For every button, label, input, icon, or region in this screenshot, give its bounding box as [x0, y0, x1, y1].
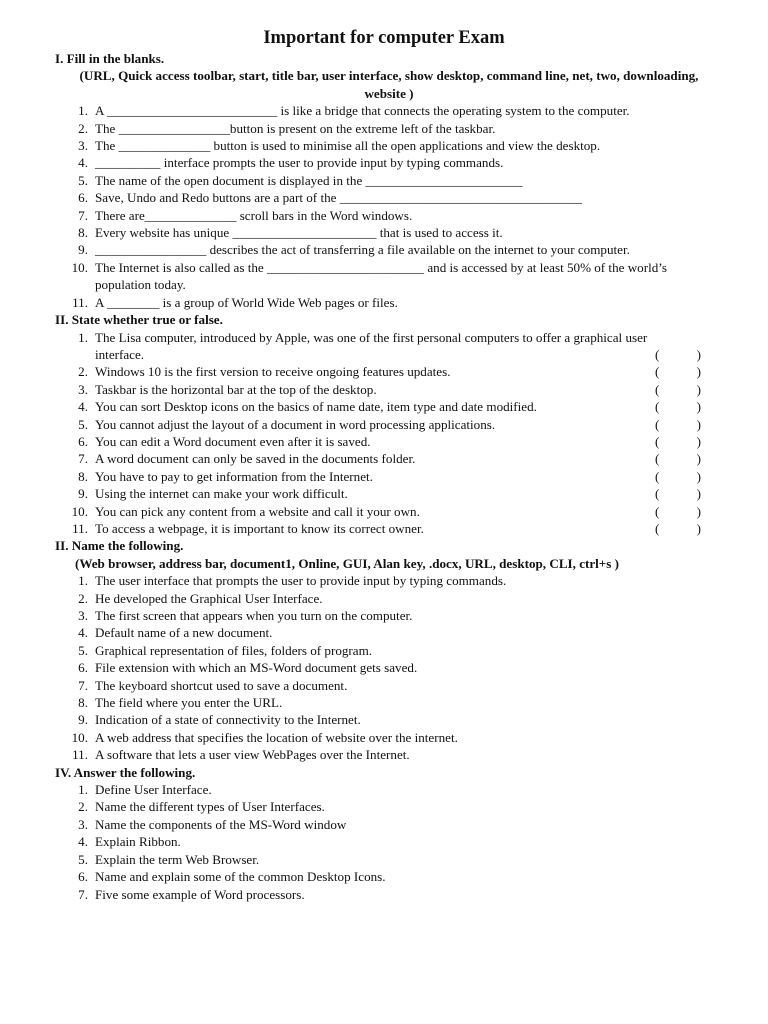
item-text: A web address that specifies the location of website over the internet.: [95, 729, 458, 745]
list-item: [55, 816, 715, 833]
list-item: [55, 329, 715, 364]
item-text: You can sort Desktop icons on the basics of name date, item type and date modified.: [95, 399, 537, 415]
question-list: [55, 329, 715, 538]
item-text: Define User Interface.: [95, 782, 212, 798]
list-item: [55, 590, 715, 607]
item-number: 3.: [78, 816, 88, 832]
list-item: [55, 746, 715, 763]
list-item: [55, 781, 715, 798]
item-number: 5.: [78, 416, 88, 432]
item-text: The user interface that prompts the user to provide input by typing commands.: [95, 573, 507, 589]
item-text: Default name of a new document.: [95, 625, 273, 641]
item-number: 2.: [78, 799, 88, 815]
list-item: [55, 798, 715, 815]
item-text: Graphical representation of files, folders of program.: [95, 642, 373, 658]
item-number: 6.: [78, 660, 88, 676]
list-item: [55, 137, 715, 154]
list-item: [55, 659, 715, 676]
item-text: Taskbar is the horizontal bar at the top of the desktop.: [95, 381, 377, 397]
item-number: 1.: [78, 573, 88, 589]
item-number: 3.: [78, 608, 88, 623]
list-item: [55, 433, 715, 450]
item-number: 1.: [78, 103, 88, 119]
item-text: The _________________button is present on the extreme left of the taskbar.: [95, 120, 496, 136]
list-item: [55, 851, 715, 868]
item-number: 4.: [78, 155, 88, 171]
open-paren: (: [655, 468, 660, 484]
item-number: 6.: [78, 869, 88, 885]
close-paren: ): [696, 486, 701, 502]
item-number: 6.: [78, 190, 88, 206]
item-number: 3.: [78, 381, 88, 397]
list-item: [55, 450, 715, 467]
section-true-or-false: [55, 311, 715, 537]
item-number: 9.: [78, 242, 88, 258]
section-fill-in-the-blanks: [55, 50, 715, 311]
item-text: You can pick any content from a website and call it your own.: [95, 503, 420, 519]
list-item: [55, 224, 715, 241]
question-list: [55, 781, 715, 903]
item-number: 10.: [71, 729, 88, 745]
question-list: [55, 572, 715, 763]
item-text: __________ interface prompts the user to provide input by typing commands.: [95, 155, 504, 171]
item-number: 4.: [78, 625, 88, 641]
list-item: [55, 520, 715, 537]
item-number: 7.: [78, 451, 88, 467]
item-text: The ______________ button is used to minimise all the open applications and view the desktop.: [95, 138, 601, 154]
answer-parentheses: [655, 468, 701, 485]
list-item: [55, 572, 715, 589]
item-text: The first screen that appears when you turn on the computer.: [95, 608, 413, 623]
close-paren: ): [696, 346, 701, 362]
answer-parentheses: [655, 363, 701, 380]
item-number: 6.: [78, 433, 88, 449]
item-text: The field where you enter the URL.: [95, 695, 283, 711]
list-item: [55, 172, 715, 189]
item-number: 5.: [78, 851, 88, 867]
list-item: [55, 241, 715, 258]
page-title: Important for computer Exam: [263, 28, 505, 48]
list-item: [55, 468, 715, 485]
answer-parentheses: [655, 381, 701, 398]
list-item: [55, 259, 715, 294]
list-item: [55, 694, 715, 711]
item-text: Name the different types of User Interfaces.: [95, 799, 325, 815]
close-paren: ): [696, 416, 701, 432]
item-number: 7.: [78, 207, 88, 223]
list-item: [55, 503, 715, 520]
question-list: [55, 102, 715, 311]
answer-parentheses: [655, 485, 701, 502]
section-heading: II. State whether true or false.: [55, 312, 223, 328]
list-item: [55, 677, 715, 694]
item-text: _________________ describes the act of transferring a file available on the internet to your computer.: [95, 242, 630, 258]
word-bank: (URL, Quick access toolbar, start, title bar, user interface, show desktop, command line, net, two, downloading, website ): [79, 68, 699, 101]
list-item: [55, 102, 715, 119]
list-item: [55, 381, 715, 398]
item-number: 3.: [78, 138, 88, 154]
list-item: [55, 398, 715, 415]
item-text: The keyboard shortcut used to save a document.: [95, 677, 348, 693]
answer-parentheses: [655, 450, 701, 467]
item-text: Explain Ribbon.: [95, 834, 181, 850]
list-item: [55, 607, 715, 624]
close-paren: ): [696, 468, 701, 484]
item-number: 4.: [78, 399, 88, 415]
section-heading: I. Fill in the blanks.: [55, 51, 165, 66]
open-paren: (: [655, 346, 660, 362]
open-paren: (: [655, 364, 660, 380]
answer-parentheses: [655, 503, 701, 520]
item-number: 5.: [78, 642, 88, 658]
list-item: [55, 294, 715, 311]
item-number: 4.: [78, 834, 88, 850]
list-item: [55, 711, 715, 728]
item-number: 11.: [72, 294, 88, 310]
list-item: [55, 886, 715, 903]
item-text: You can edit a Word document even after it is saved.: [95, 433, 371, 449]
answer-parentheses: [655, 433, 701, 450]
open-paren: (: [655, 433, 660, 449]
list-item: [55, 363, 715, 380]
item-text: To access a webpage, it is important to know its correct owner.: [95, 520, 424, 536]
close-paren: ): [696, 451, 701, 467]
item-text: The name of the open document is displayed in the ________________________: [95, 172, 523, 188]
answer-parentheses: [655, 398, 701, 415]
item-text: A software that lets a user view WebPages over the Internet.: [95, 747, 410, 763]
item-text: A ________ is a group of World Wide Web pages or files.: [95, 294, 398, 310]
item-text: Five some example of Word processors.: [95, 886, 305, 902]
item-text: There are______________ scroll bars in the Word windows.: [95, 207, 413, 223]
list-item: [55, 729, 715, 746]
item-number: 9.: [78, 486, 88, 502]
item-text: Using the internet can make your work difficult.: [95, 486, 348, 502]
close-paren: ): [696, 381, 701, 397]
item-number: 2.: [78, 590, 88, 606]
item-text: He developed the Graphical User Interface.: [95, 590, 323, 606]
item-text: Explain the term Web Browser.: [95, 851, 260, 867]
open-paren: (: [655, 486, 660, 502]
list-item: [55, 485, 715, 502]
item-text: Indication of a state of connectivity to the Internet.: [95, 712, 361, 728]
item-text: Name and explain some of the common Desktop Icons.: [95, 869, 386, 885]
list-item: [55, 120, 715, 137]
item-number: 10.: [71, 503, 88, 519]
list-item: [55, 207, 715, 224]
word-bank: (Web browser, address bar, document1, Online, GUI, Alan key, .docx, URL, desktop, CLI, ctrl+s ): [75, 555, 620, 571]
list-item: [55, 624, 715, 641]
item-text: Name the components of the MS-Word window: [95, 816, 347, 832]
section-name-the-following: [55, 537, 715, 763]
close-paren: ): [696, 520, 701, 536]
list-item: [55, 154, 715, 171]
item-text: You cannot adjust the layout of a document in word processing applications.: [95, 416, 496, 432]
answer-parentheses: [655, 416, 701, 433]
item-number: 1.: [78, 329, 88, 345]
section-heading: II. Name the following.: [55, 538, 184, 554]
item-number: 10.: [71, 259, 88, 275]
answer-parentheses: [655, 346, 701, 363]
open-paren: (: [655, 416, 660, 432]
open-paren: (: [655, 503, 660, 519]
list-item: [55, 833, 715, 850]
item-number: 2.: [78, 120, 88, 136]
item-number: 9.: [78, 712, 88, 728]
item-number: 5.: [78, 172, 88, 188]
answer-parentheses: [655, 520, 701, 537]
item-text: A word document can only be saved in the documents folder.: [95, 451, 416, 467]
open-paren: (: [655, 451, 660, 467]
item-text: The Internet is also called as the ________________________ and is accessed by at least 50% of the world’s population today.: [95, 259, 667, 293]
close-paren: ): [696, 399, 701, 415]
item-number: 2.: [78, 364, 88, 380]
close-paren: ): [696, 364, 701, 380]
item-text: A __________________________ is like a bridge that connects the operating system to the computer.: [95, 103, 630, 119]
item-number: 8.: [78, 468, 88, 484]
item-number: 11.: [72, 520, 88, 536]
section-heading: IV. Answer the following.: [55, 764, 196, 780]
item-text: You have to pay to get information from the Internet.: [95, 468, 373, 484]
item-text: Every website has unique ______________________ that is used to access it.: [95, 225, 503, 241]
item-text: Save, Undo and Redo buttons are a part of the _____________________________________: [95, 190, 582, 206]
item-number: 1.: [78, 782, 88, 798]
list-item: [55, 642, 715, 659]
open-paren: (: [655, 381, 660, 397]
item-number: 11.: [72, 747, 88, 763]
item-number: 7.: [78, 677, 88, 693]
item-number: 8.: [78, 695, 88, 711]
open-paren: (: [655, 399, 660, 415]
close-paren: ): [696, 503, 701, 519]
list-item: [55, 189, 715, 206]
list-item: [55, 868, 715, 885]
list-item: [55, 416, 715, 433]
close-paren: ): [696, 433, 701, 449]
item-text: Windows 10 is the first version to receive ongoing features updates.: [95, 364, 451, 380]
item-number: 8.: [78, 225, 88, 241]
open-paren: (: [655, 520, 660, 536]
item-text: File extension with which an MS-Word document gets saved.: [95, 660, 418, 676]
worksheet-content: [55, 50, 715, 903]
item-text: The Lisa computer, introduced by Apple, was one of the first personal computers to offer a graphical user interface.: [95, 329, 648, 362]
section-answer-the-following: [55, 764, 715, 903]
item-number: 7.: [78, 886, 88, 902]
